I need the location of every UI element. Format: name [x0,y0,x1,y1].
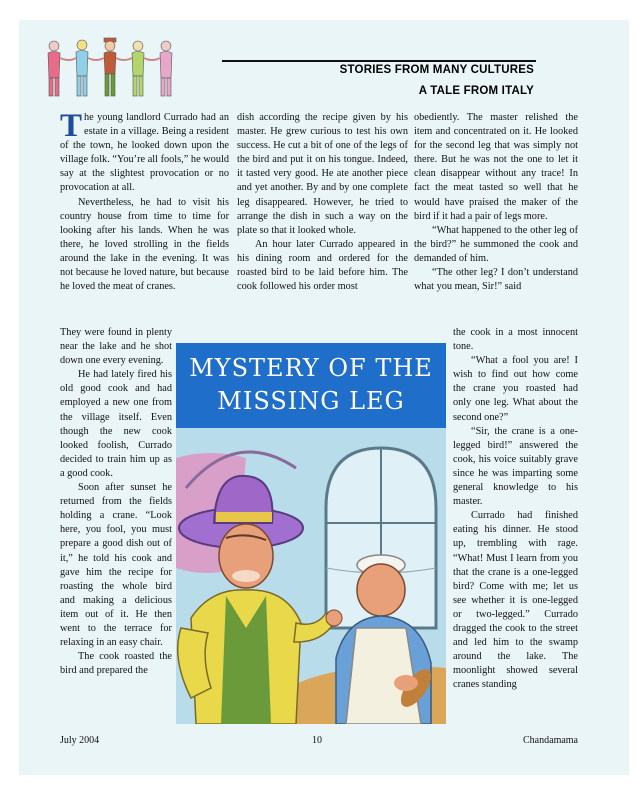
magazine-name: Chandamama [523,735,578,746]
paragraph: “The other leg? I don’t understand what you mean, Sir!” said [414,267,578,293]
paragraph: They were found in plenty near the lake and he shot down one every evening. [60,327,172,367]
paragraph: Soon after sunset he returned from the fields holding a crane. “Look here, you fool, you must prepare a good dish out of it,” he told his cook and gave him the recipe for roasting the whole bird and making a delicious item out of it. He then went to the terrace for relaxing in an easy chair. [60,482,172,649]
paragraph: The cook roasted the bird and prepared the [60,651,172,677]
paragraph: obediently. The master relished the item and concentrated on it. He looked for the second leg that was simply not there. But he was not the one to let it clean disappear without any trace! In fact the meat tasted so well that he would have praised the maker of the bird if it had a pair of legs more. [414,112,578,222]
column-3-lower [453,326,578,692]
paragraph: He had lately fired his old good cook and had employed a new one from the village itself. Even though the new cook looked foolish, Currado decided to train him up as a good cook. [60,369,172,479]
paragraph: dish according the recipe given by his master. He grew curious to test his own success. He cut a bit of one of the legs of the bird and put it on his tongue. Indeed, it tasted very good. He ate another piece and yet another. By and by one complete leg disappeared. However, he tried to arrange the dish in such a way on the plate so that it looked whole. [237,112,408,236]
section-subheader: A TALE FROM ITALY [418,85,534,97]
story-title-box [176,343,446,428]
paragraph: Currado had finished eating his dinner. He stood up, trembling with rage. “What! Must I learn from you that the crane is a one-legged bird? Come with me; let us see whether it is one-legged or two-legged.” Currado dragged the cook to the street and led him to the swamp around the lake. The moonlight showed several cranes standing [453,510,578,691]
drop-cap: T [60,108,83,144]
story-illustration [176,428,446,724]
paragraph: An hour later Currado appeared in his dining room and ordered for the roasted bird to be laid before him. The cook followed his order most [237,238,408,293]
people-holding-hands-icon [44,36,182,100]
paragraph: The young landlord Currado had an estate in a village. Being a resident of the town, he looked down upon the village folk. “You’re all fools,” he would say at the slightest provocation or no provocation at all. [60,108,229,194]
paragraph: the cook in a most innocent tone. [453,327,578,353]
paragraph: “What happened to the other leg of the bird?” he summoned the cook and demanded of him. [414,224,578,264]
page-number: 10 [312,735,322,746]
column-1-upper [60,108,229,294]
column-3-upper [414,111,578,294]
column-2 [237,111,408,294]
header-rule [222,60,536,62]
story-title: MYSTERY OF THE MISSING LEG [189,354,433,415]
footer-date: July 2004 [60,735,100,746]
paragraph: Nevertheless, he had to visit his country house from time to time for looking after his lands. When he was there, he loved strolling in the fields around the lake in the evening. It was not because he loved nature, but because he loved the meat of cranes. [60,196,229,293]
paragraph: “What a fool you are! I wish to find out how come the crane you roasted had only one leg. What about the second one?” [453,355,578,423]
section-header: STORIES FROM MANY CULTURES [339,64,534,76]
column-1-lower [60,326,172,678]
paragraph: “Sir, the crane is a one-legged bird!” answered the cook, his voice suitably grave since he was imparting some general knowledge to his master. [453,425,578,508]
